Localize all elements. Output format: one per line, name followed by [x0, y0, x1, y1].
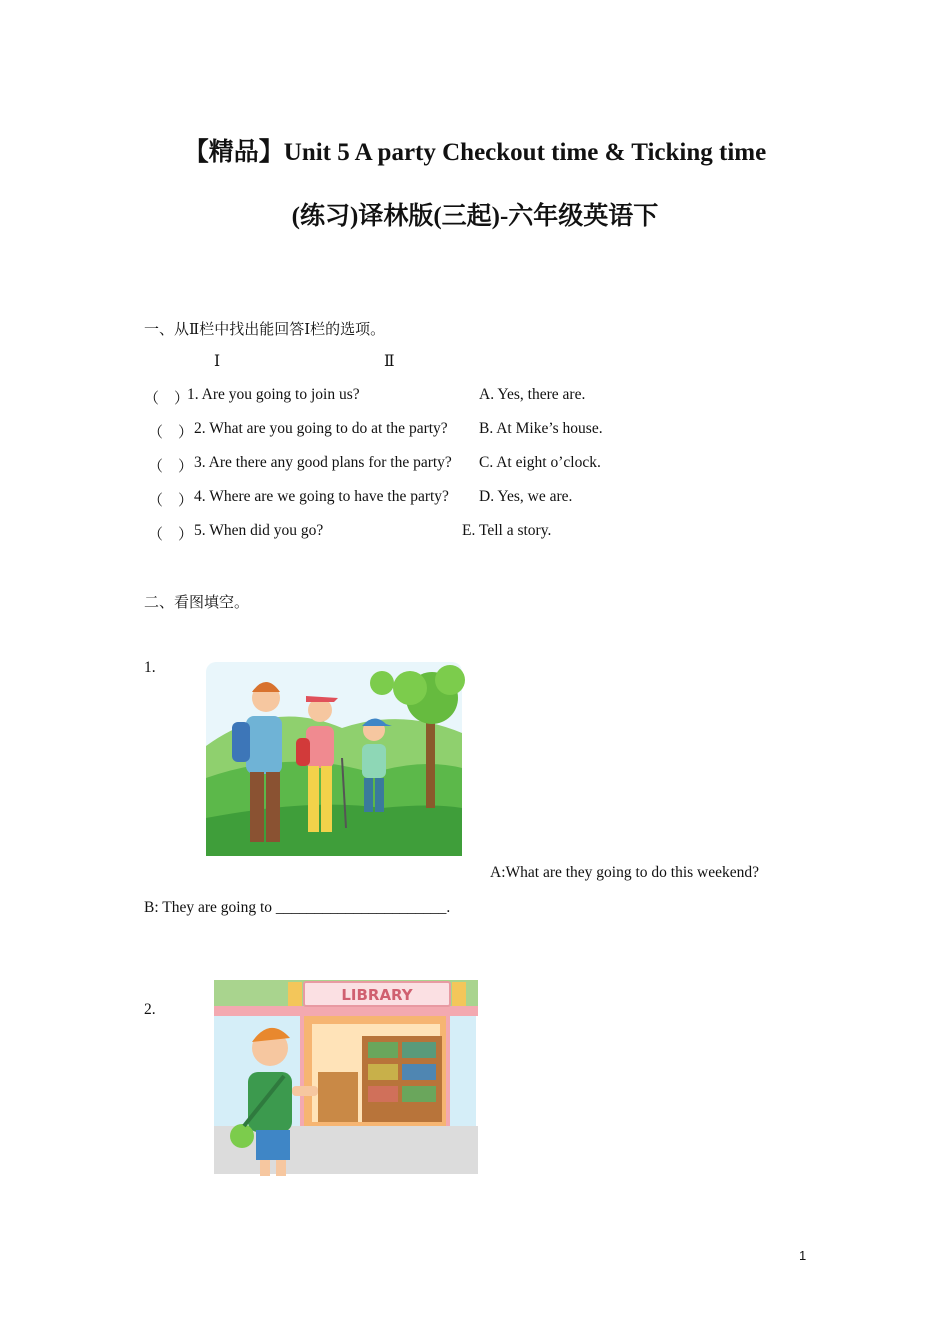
document-title-line-1: 【精品】Unit 5 A party Checkout time & Ticking time: [183, 139, 767, 166]
column-2-header: Ⅱ: [384, 353, 395, 370]
question-text: 2. What are you going to do at the party?: [194, 420, 448, 437]
item-2-number: 2.: [144, 1001, 156, 1018]
question-text: 3. Are there any good plans for the party?: [194, 454, 452, 471]
option-text: A. Yes, there are.: [479, 386, 586, 403]
option-text: C. At eight o’clock.: [479, 454, 601, 471]
answer-blank[interactable]: （ ）: [148, 425, 194, 441]
answer-blank[interactable]: （ ）: [148, 459, 194, 475]
option-text: E. Tell a story.: [462, 522, 552, 539]
section-2-heading: 二、看图填空。: [144, 595, 250, 611]
answer-blank[interactable]: （ ）: [148, 493, 194, 509]
item-1-answer-line[interactable]: B: They are going to ______________________.: [144, 899, 451, 916]
column-1-header: Ⅰ: [214, 353, 221, 370]
answer-blank[interactable]: （ ）: [144, 391, 190, 407]
question-text: 4. Where are we going to have the party?: [194, 488, 449, 505]
page-number: 1: [799, 1248, 807, 1263]
question-text: 1. Are you going to join us?: [187, 386, 360, 403]
boy-walking-to-library-illustration: [212, 976, 480, 1182]
question-text: 5. When did you go?: [194, 522, 324, 539]
answer-blank[interactable]: （ ）: [148, 527, 194, 543]
section-1-heading: 一、从Ⅱ栏中找出能回答Ⅰ栏的选项。: [144, 322, 386, 338]
option-text: B. At Mike’s house.: [479, 420, 603, 437]
family-hiking-illustration: [202, 658, 466, 860]
library-sign-text: LIBRARY: [341, 986, 413, 1004]
option-text: D. Yes, we are.: [479, 488, 573, 505]
document-title-line-2: (练习)译林版(三起)-六年级英语下: [291, 203, 659, 230]
item-1-question: A:What are they going to do this weekend?: [490, 864, 760, 881]
item-1-number: 1.: [144, 659, 156, 676]
